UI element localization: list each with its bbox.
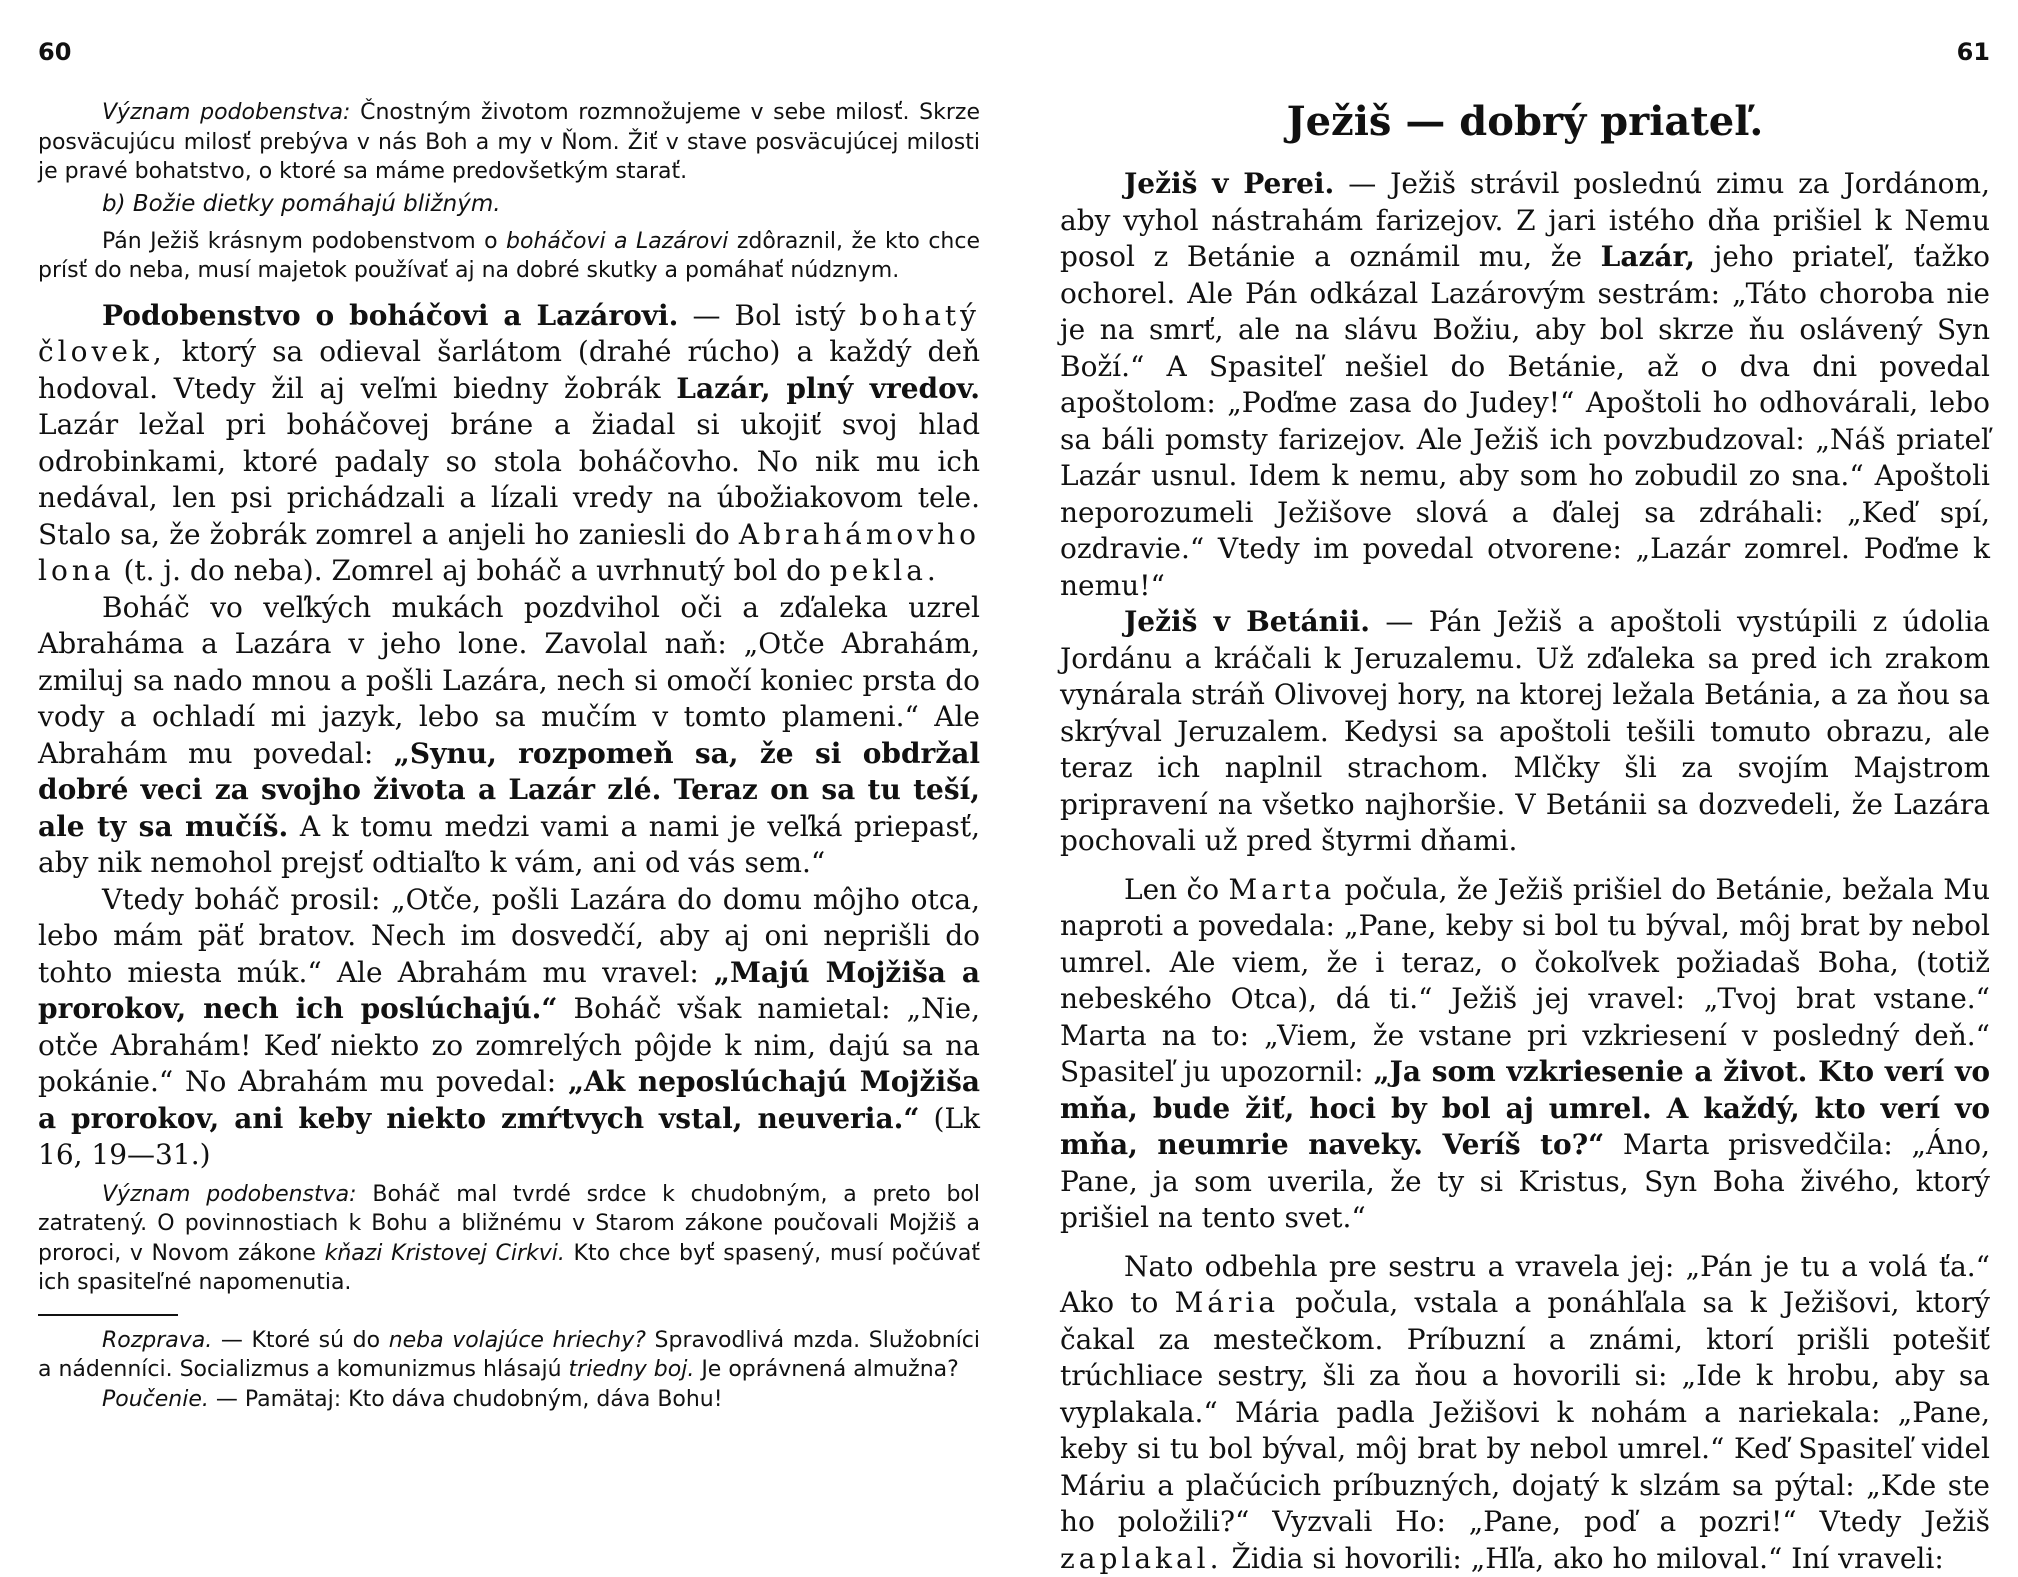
text-run-spaced: Abrahámovho lona [38,518,980,588]
text-run-bold: Lazár, [1601,240,1695,273]
paragraph-discussion [38,1326,980,1385]
paragraph-meaning-1 [38,98,980,187]
text-run: ktorý sa odieval šarlátom (drahé rúcho) a každý deň hodoval. Vtedy žil aj veľmi biedny žobrák [38,335,980,405]
text-run: (t. j. do neba). Zomrel aj boháč a uvrhnutý bol do [115,554,830,587]
run-in-heading: Ježiš v Perei. [1124,167,1334,200]
subheading-text: b) Božie dietky pomáhajú bližným. [102,191,501,217]
text-run: Boháč však namietal: „Nie, otče Abrahám! Keď niekto zo zomrelých pôjde k nim, dajú sa na pokánie.“ No Abrahám mu povedal: [38,992,980,1098]
text-run: A k tomu medzi vami a nami je veľká priepasť, aby nik nemohol prejsť odtiaľto k vám, ani od vás sem.“ [38,810,980,880]
text-run: — Ježiš strávil poslednú zimu za Jordánom, aby vyhol nástrahám farizejov. Z jari istého dňa prišiel k Nemu posol z Betánie a oznámil mu, že [1060,167,1990,273]
paragraph-intro [38,227,980,286]
text-run-spaced: bohatý človek, [38,299,980,369]
text-run-spaced: zaplakal. [1060,1542,1223,1575]
text-run-bold: „Majú Mojžiša a prorokov, nech ich poslúchajú.“ [38,956,980,1026]
left-page [38,0,980,1500]
run-in-heading: Podobenstvo o boháčovi a Lazárovi. [102,299,678,332]
paragraph-meaning-2 [38,1180,980,1298]
text-run: Len čo [1124,873,1228,906]
text-run: Kto chce byť spasený, musí počúvať ich spasiteľné napomenutia. [38,1241,980,1296]
right-page [1060,0,1990,1500]
page-number-right: 61 [1957,38,1990,66]
chapter-title: Ježiš — dobrý priateľ. [1060,96,1990,148]
text-run: — Ktoré sú do [212,1328,388,1353]
paragraph-perea [1060,166,1990,604]
paragraph-brothers [38,882,980,1174]
text-run: Je oprávnená almužna? [694,1357,959,1382]
paragraph-rich-man [38,590,980,882]
text-run: Lazár ležal pri boháčovej bráne a žiadal si ukojiť svoj hlad odrobinkami, ktoré padaly so stola boháčovho. No nik mu ich nedával, len psi prichádzali a lízali vredy na úbožiakovom tele. Stalo sa, že žobrák zomrel a anjeli ho zaniesli do [38,408,980,551]
text-run: počula, že Ježiš prišiel do Betánie, bežala Mu naproti a povedala: „Pane, keby si bol tu býval, môj brat by nebol umrel. Ale viem, že i teraz, o čokoľvek požiadaš Boha, (totiž nebeského Otca), dá ti.“ Ježiš jej vravel: „Tvoj brat vstane.“ Marta na to: „Viem, že vstane pri vzkriesení v posledný deň.“ Spasiteľ ju upozornil: [1060,873,1990,1089]
text-run: jeho priateľ, ťažko ochorel. Ale Pán odkázal Lazárovým sestrám: „Táto choroba nie je na smrť, ale na slávu Božiu, aby bol skrze ňu oslávený Syn Boží.“ A Spasiteľ nešiel do Betánie, až o dva dni povedal apoštolom: „Poďme zasa do Judey!“ Apoštoli ho odhovárali, lebo sa báli pomsty farizejov. Ale Ježiš ich povzbudzoval: „Náš priateľ Lazár usnul. Idem k nemu, aby som ho zobudil zo sna.“ Apoštoli neporozumeli Ježišove slová a ďalej sa zdráhali: „Keď spí, ozdravie.“ Vtedy im povedal otvorene: „Lazár zomrel. Poďme k nemu!“ [1060,240,1990,602]
text-run: Boháč mal tvrdé srdce k chudobným, a preto bol zatratený. O povinnostiach k Bohu a bližnému v Starom zákone poučovali Mojžiš a proroci, v Novom zákone [38,1182,980,1266]
text-run: počula, vstala a ponáhľala sa k Ježišovi, ktorý čakal za mestečkom. Príbuzní a známi, ktorí prišli potešiť trúchliace sestry, šli za ňou a hovorili si: „Ide k hrobu, aby sa vyplakala.“ Mária padla Ježišovi k nohám a nariekala: „Pane, keby si tu bol býval, môj brat by nebol umrel.“ Keď Spasiteľ videl Máriu a plačúcich príbuzných, dojatý k slzám sa pýtal: „Kde ste ho položili?“ Vyzvali Ho: „Pane, poď a pozri!“ Vtedy Ježiš [1060,1286,1990,1538]
text-run-bold: „Ak neposlúchajú Mojžiša a prorokov, ani keby niekto zmŕtvych vstal, neuveria.“ [38,1065,980,1135]
left-page-content [38,98,980,1414]
run-in-heading: Ježiš v Betánii. [1124,605,1370,638]
text-run: — Bol istý [678,299,859,332]
paragraph-mary [1060,1249,1990,1577]
text-run-spaced: pekla. [830,554,940,587]
page-number-left: 60 [38,38,71,66]
text-run-bold: „Synu, rozpomeň sa, že si obdržal dobré veci za svojho života a Lazár zlé. Teraz on sa tu teší, ale ty sa mučíš. [38,737,980,843]
text-run-italic: boháčovi a Lazárovi [506,229,728,254]
text-run: Pán Ježiš krásnym podobenstvom o [102,229,506,254]
paragraph-bethany [1060,604,1990,860]
paragraph-lesson [38,1385,980,1415]
text-run [771,372,787,405]
text-run: Marta prisvedčila: „Áno, Pane, ja som uverila, že ty si Kristus, Syn Boha živého, ktorý prišiel na tento svet.“ [1060,1128,1990,1234]
text-run-italic: neba volajúce hriechy? [389,1328,646,1353]
text-run: Boháč vo veľkých mukách pozdvihol oči a zďaleka uzrel Abraháma a Lazára v jeho lone. Zavolal naň: „Otče Abrahám, zmiluj sa nado mnou a pošli Lazára, nech si omočí koniec prsta do vody a ochladí mi jazyk, lebo sa mučím v tomto plameni.“ Ale Abrahám mu povedal: [38,591,980,770]
text-run-spaced: Mária [1175,1286,1279,1319]
text-run: Spravodlivá mzda. Služobníci a nádenníci. Socializmus a komunizmus hlásajú [38,1328,980,1383]
section-divider [38,1314,178,1316]
label-meaning: Význam podobenstva: [102,100,350,125]
text-run-italic: kňazi Kristovej Cirkvi. [325,1241,565,1266]
text-run: Vtedy boháč prosil: „Otče, pošli Lazára do domu môjho otca, lebo mám päť bratov. Nech im dosvedčí, aby aj oni neprišli do tohto miesta múk.“ Ale Abrahám mu vravel: [38,883,980,989]
text-run-bold: plný vredov. [786,372,980,405]
text-run: zdôraznil, že kto chce prísť do neba, musí majetok používať aj na dobré skutky a pomáhať núdznym. [38,229,980,284]
text-run-spaced: Marta [1228,873,1335,906]
right-page-content [1060,96,1990,1577]
label-discussion: Rozprava. [102,1328,212,1353]
text-run: Nato odbehla pre sestru a vravela jej: „Pán je tu a volá ťa.“ Ako to [1060,1250,1990,1320]
text-run: — Pán Ježiš a apoštoli vystúpili z údolia Jordánu a kráčali k Jeruzalemu. Už zďaleka sa pred ich zrakom vynárala stráň Olivovej hory, na ktorej ležala Betánia, a za ňou sa skrýval Jeruzalem. Kedysi sa apoštoli tešili tomuto obrazu, ale teraz ich naplnil strachom. Mlčky šli za svojím Majstrom pripravení na všetko najhoršie. V Betánii sa dozvedeli, že Lazára pochovali už pred štyrmi dňami. [1060,605,1990,857]
text-run: Čnostným životom rozmnožujeme v sebe milosť. Skrze posväcujúcu milosť prebýva v nás Boh a my v Ňom. Žiť v stave posväcujúcej milosti je pravé bohatstvo, o ktoré sa máme predovšetkým starať. [38,100,980,184]
text-run-bold: Lazár, [676,372,770,405]
subheading [38,187,980,221]
text-run-italic: triedny boj. [569,1357,695,1382]
label-lesson: Poučenie. [102,1387,209,1412]
text-run-bold: „Ja som vzkriesenie a život. Kto verí vo mňa, bude žiť, hoci by bol aj umrel. A každý, kto verí vo mňa, neumrie naveky. Veríš to?“ [1060,1055,1990,1161]
paragraph-martha [1060,872,1990,1237]
text-run: Židia si hovorili: „Hľa, ako ho miloval.“ Iní vraveli: [1223,1542,1944,1575]
text-run: (Lk 16, 19—31.) [38,1102,980,1172]
label-meaning: Význam podobenstva: [102,1182,357,1207]
text-run: — Pamätaj: Kto dáva chudobným, dáva Bohu! [209,1387,723,1412]
paragraph-parable [38,298,980,590]
